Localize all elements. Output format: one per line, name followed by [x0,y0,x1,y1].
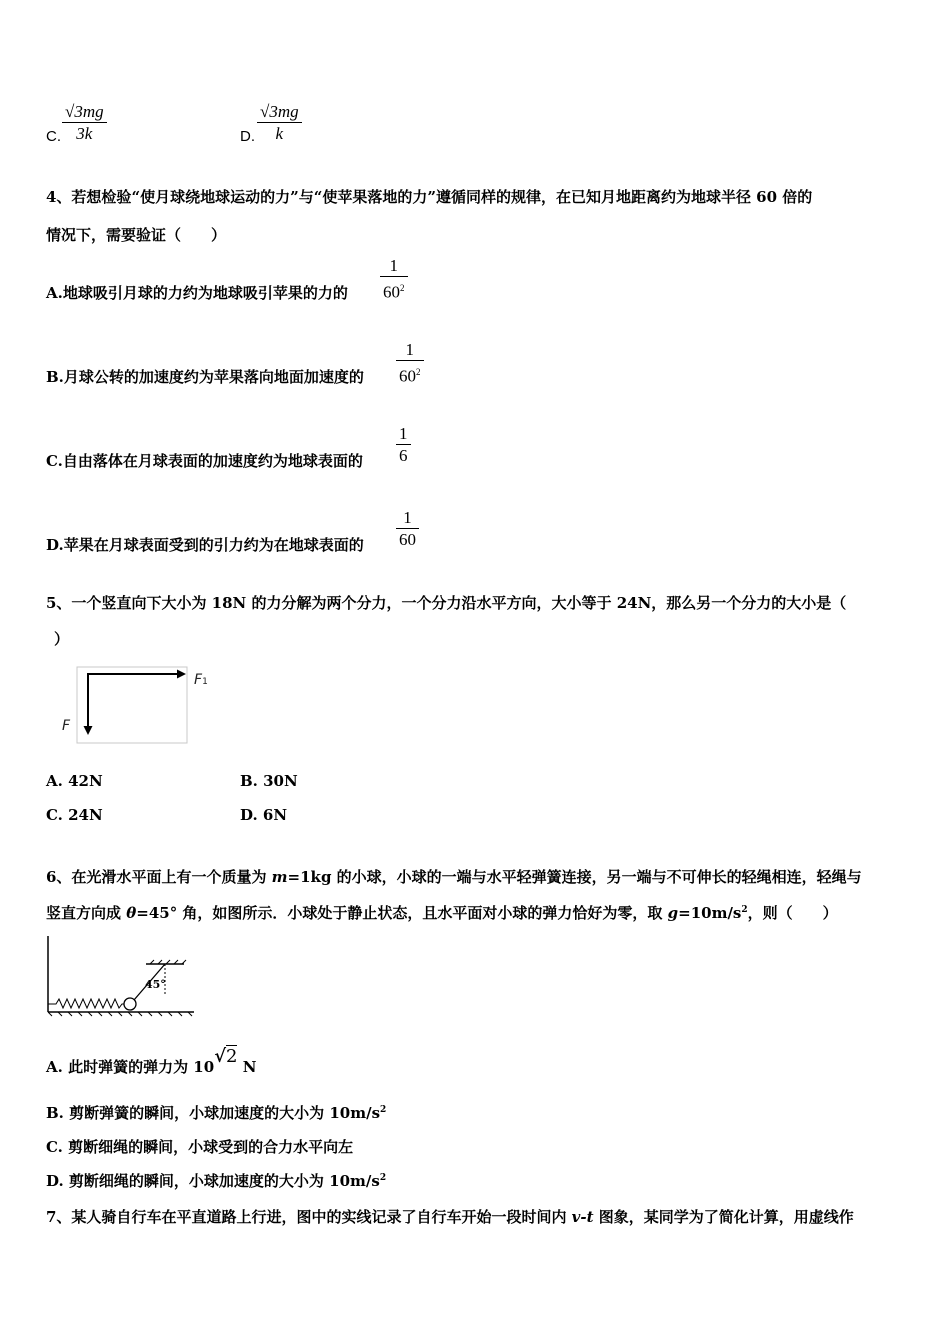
f1-label: F1 [194,672,208,688]
spring [48,999,124,1008]
q6-option-d: D. 剪断细绳的瞬间，小球加速度的大小为 $10m/s^2$ [46,1172,387,1190]
q6-option-b: B. 剪断弹簧的瞬间，小球加速度的大小为 $10m/s^2$ [46,1104,387,1122]
q6-spring-diagram [44,934,198,1018]
q4-option-a-denominator: 60 [383,282,400,302]
q4-option-a-numerator: 1 [389,256,398,275]
q5-option-b: B. 30N [240,772,298,790]
q6-stem-line2: 竖直方向成 θ=45° 角，如图所示．小球处于静止状态，且水平面对小球的弹力恰好为零，取 $g=10m/s^2$，则（ ） [46,904,838,922]
q4-option-a-fraction [380,256,408,304]
q3-option-d-fraction [257,102,302,145]
q5-option-d: D. 6N [240,806,288,824]
angle-label: 45° [145,978,166,991]
q5-option-a: A. 42N [46,772,103,790]
q5-stem-line2: ） [54,630,70,648]
q4-option-d-fraction [396,508,419,551]
q4-option-c-fraction [396,424,411,467]
q4-option-c-denominator: 6 [396,444,411,467]
q4-option-b-exponent: 2 [416,367,421,377]
q6-stem-line1: 6、在光滑水平面上有一个质量为 m=1kg 的小球，小球的一端与水平轻弹簧连接，另一端与不可伸长的轻绳相连，轻绳与 [46,868,862,886]
q4-option-b: B.月球公转的加速度约为苹果落向地面加速度的 [46,368,364,386]
q3-option-d-numerator: 3mg [269,102,299,121]
q4-option-d-denominator: 60 [396,528,419,551]
q4-option-a-exponent: 2 [400,283,405,293]
q4-option-b-denominator: 60 [399,366,416,386]
q5-stem-line1: 5、一个竖直向下大小为 18N 的力分解为两个分力，一个分力沿水平方向，大小等于 24N，那么另一个分力的大小是（ [46,594,847,612]
q6-option-c: C. 剪断细绳的瞬间，小球受到的合力水平向左 [46,1138,354,1156]
q4-option-c-numerator: 1 [399,424,408,443]
sqrt-symbol: √ [260,102,270,121]
q4-option-a: A.地球吸引月球的力约为地球吸引苹果的力的 [46,284,348,302]
f1-arrowhead [177,670,186,679]
q3-option-c-denominator: 3k [62,122,107,145]
q4-stem-line1: 4、若想检验“使月球绕地球运动的力”与“使苹果落地的力”遵循同样的规律，在已知月地距离约为地球半径 60 倍的 [46,188,813,206]
q3-option-d-denominator: k [257,122,302,145]
sqrt-symbol: √ [65,102,75,121]
q4-option-d: D.苹果在月球表面受到的引力约为在地球表面的 [46,536,364,554]
f-label: F [62,718,71,734]
q7-stem-line1: 7、某人骑自行车在平直道路上行进，图中的实线记录了自行车开始一段时间内 v-t 图象，某同学为了简化计算，用虚线作 [46,1208,854,1226]
q3-option-c-fraction [62,102,107,145]
q4-option-d-numerator: 1 [403,508,412,527]
f-arrowhead [84,726,93,735]
q6-spring-figure [44,934,198,1018]
q4-stem-line2: 情况下，需要验证（ ） [46,226,227,244]
q3-option-d-label: D. [240,128,255,145]
q4-option-b-fraction [396,340,424,388]
q6-option-a: A. 此时弹簧的弹力为 10√2 N [46,1046,257,1076]
q4-option-b-numerator: 1 [405,340,414,359]
q5-force-figure [58,662,218,752]
q4-option-c: C.自由落体在月球表面的加速度约为地球表面的 [46,452,363,470]
q5-option-c: C. 24N [46,806,103,824]
q3-option-c-numerator: 3mg [74,102,104,121]
q3-option-c-label: C. [46,128,61,145]
